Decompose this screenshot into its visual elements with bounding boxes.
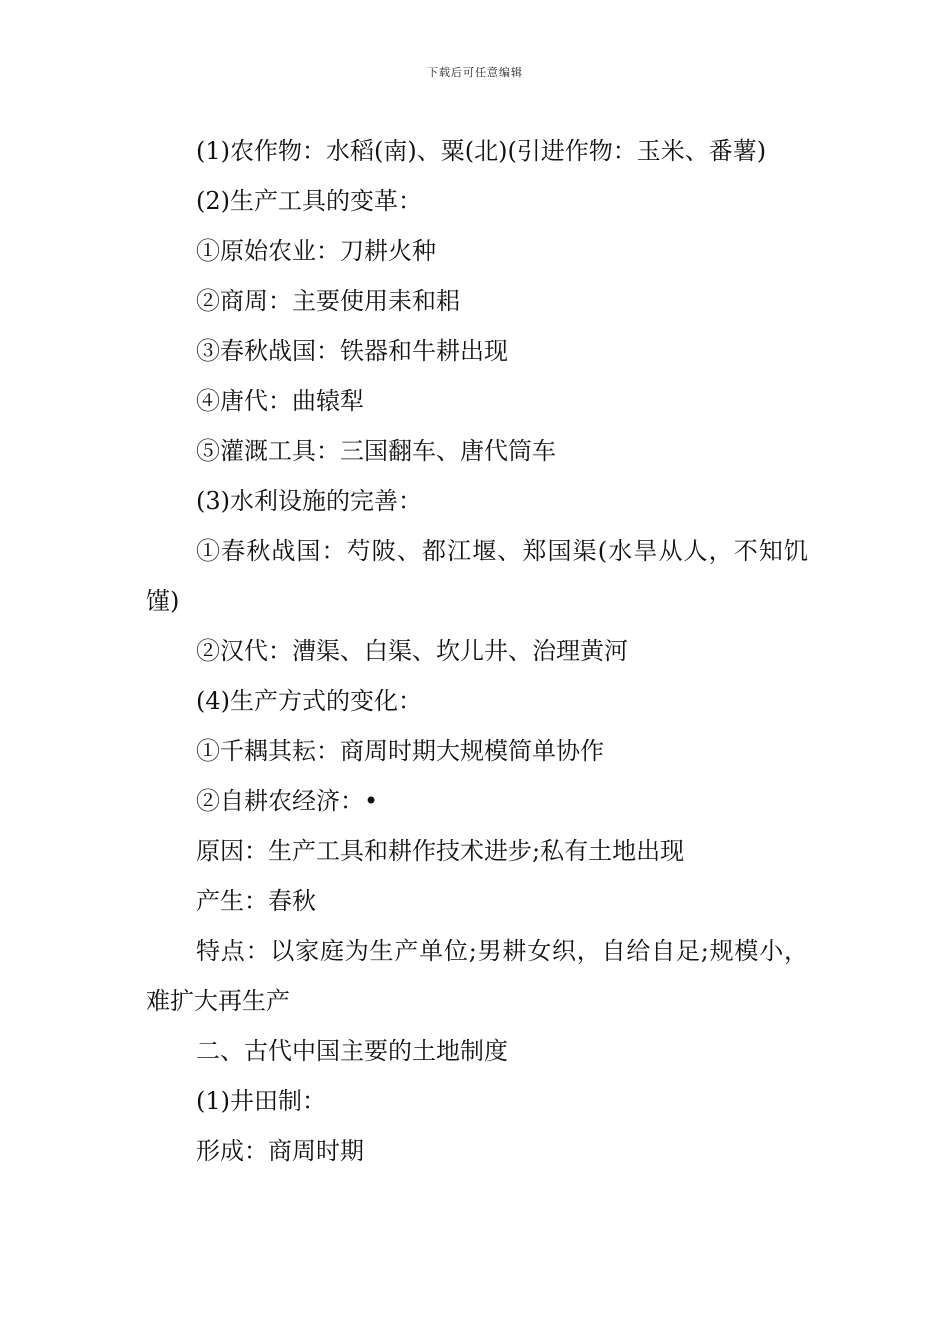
paragraph-shang-zhou-tools: ②商周：主要使用耒和耜 (196, 287, 460, 315)
paragraph-tang-plough: ④唐代：曲辕犁 (196, 387, 364, 415)
paragraph-irrigation-tools: ⑤灌溉工具：三国翻车、唐代筒车 (196, 437, 556, 465)
paragraph-water-han: ②汉代：漕渠、白渠、坎儿井、治理黄河 (196, 637, 628, 665)
paragraph-features: 特点：以家庭为生产单位;男耕女织，自给自足;规模小，难扩大再生产 (146, 937, 808, 1015)
paragraph-formation: 形成：商周时期 (196, 1137, 364, 1165)
paragraph-production-heading: (4)生产方式的变化： (196, 687, 422, 715)
paragraph-primitive-farming: ①原始农业：刀耕火种 (196, 237, 436, 265)
paragraph-water-heading: (3)水利设施的完善： (196, 487, 422, 515)
paragraph-cause: 原因：生产工具和耕作技术进步;私有土地出现 (196, 837, 685, 865)
paragraph-water-spring-autumn: ①春秋战国：芍陂、都江堰、郑国渠(水旱从人，不知饥馑) (146, 537, 808, 615)
paragraph-origin: 产生：春秋 (196, 887, 316, 915)
page-header: 下载后可任意编辑 (427, 66, 523, 79)
paragraph-crops: (1)农作物：水稻(南)、粟(北)(引进作物：玉米、番薯) (196, 137, 767, 165)
document-body (146, 126, 808, 1176)
paragraph-spring-autumn-iron: ③春秋战国：铁器和牛耕出现 (196, 337, 508, 365)
paragraph-smallholder-economy: ②自耕农经济：• (196, 787, 379, 815)
paragraph-cooperation: ①千耦其耘：商周时期大规模简单协作 (196, 737, 604, 765)
section-heading-land-system: 二、古代中国主要的土地制度 (196, 1037, 508, 1065)
paragraph-tools-heading: (2)生产工具的变革： (196, 187, 422, 215)
paragraph-well-field-heading: (1)井田制： (196, 1087, 326, 1115)
